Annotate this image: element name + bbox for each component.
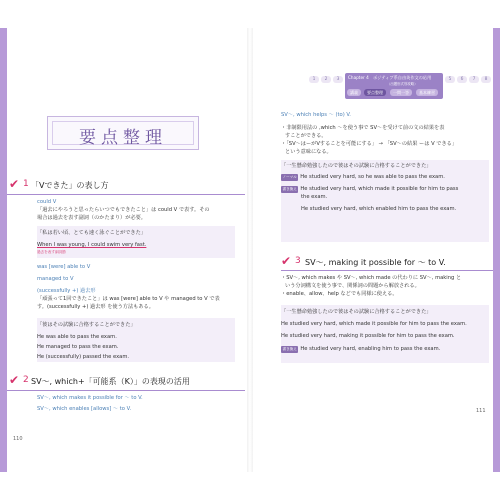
s2-formula2: SV〜, which enables [allows] 〜 to V.: [37, 406, 132, 412]
s1-example-en: When I was young, I could swim very fast.: [37, 242, 147, 248]
s1-formula: could V: [37, 199, 57, 205]
r-example2-en2: He studied very hard, making it possible for him to pass the exam.: [281, 333, 455, 339]
r-example1-en: [281, 174, 445, 181]
s3-bullet1b: いう分詞構文を使う事で、関係詞の問題から解放される。: [285, 283, 420, 289]
section3-heading: SV〜, making it possible for 〜 to V.: [305, 258, 446, 267]
s1-example2-jp: 「彼はその試験に合格することができた」: [37, 322, 136, 328]
s1-expl1: 「過去にやろうと思ったらいつでもできたこと」は could V で表す。その: [37, 207, 210, 213]
right-page-number: 111: [476, 408, 486, 414]
s3-bullet2: ・enable、allow、help などでも同様に使える。: [281, 291, 398, 297]
r-example2-en3: [281, 346, 440, 353]
left-edge-bar: [0, 28, 7, 472]
right-page: [253, 28, 493, 472]
s1-formula4: (successfully +) 過去形: [37, 288, 96, 294]
tab-qa[interactable]: 一問一答: [390, 89, 412, 96]
r-example2-en1: He studied very hard, which made it possible for him to pass the exam.: [281, 321, 467, 327]
r-example2-sentence3: He studied very hard, enabling him to pass the exam.: [300, 346, 441, 352]
r-example1-en2: [281, 186, 458, 193]
r-example1-en3: He studied very hard, which enabled him to pass the exam.: [301, 206, 457, 212]
left-page-number: 110: [13, 436, 23, 442]
section3-number: 3: [295, 256, 301, 266]
r-example1-jp: 「一生懸命勉強したので彼はその試験に合格することができた」: [281, 163, 432, 169]
s1-example2-en1: He was able to pass the exam.: [37, 334, 117, 340]
page-title: 要点整理: [79, 128, 167, 148]
s1-expl4: す。(successfully +) 過去形 を使う方法もある。: [37, 304, 154, 310]
chapter-subtitle: （出題形式別攻略）: [387, 82, 418, 86]
r-bullet1: ・非制限用法の ,which 〜を使う事で SV〜を受けて前の文の結果を表: [281, 125, 445, 131]
section2-rule: [7, 390, 245, 391]
r-example1-box: [281, 160, 489, 242]
s1-example-note: 過去を表す副詞節: [37, 250, 66, 254]
s1-expl3: 「頑張って1回できたこと」は was [were] able to V や managed to V で表: [37, 296, 220, 302]
s3-bullet1: ・SV〜, which makes や SV〜, which made の代わりに SV〜, making と: [281, 275, 462, 281]
section3-header: [281, 256, 491, 268]
section2-header: [9, 375, 239, 387]
section1-heading: 「Vできた」の表し方: [31, 181, 109, 190]
r-bullet2: ・「SV〜はーがVすることを可能にする」 → 「SV〜の結果 ーは V できる」: [281, 141, 458, 147]
check-icon: ✔: [9, 177, 20, 191]
s1-example-jp: 「私は若い頃、とても速く泳ぐことができた」: [37, 230, 146, 236]
rewrite-label: 書き換え: [282, 347, 297, 351]
chapter-nav-7[interactable]: 7: [469, 76, 479, 83]
r-example1-en2b: the exam.: [301, 194, 328, 200]
section1-rule: [7, 194, 245, 195]
s1-formula2: was [were] able to V: [37, 264, 91, 270]
tab-practice[interactable]: 基本練習: [416, 89, 438, 96]
tab-summary[interactable]: 要点整理: [364, 89, 386, 96]
r-bullet2b: という意味になる。: [285, 149, 332, 155]
s1-example2-en3: He (successfully) passed the exam.: [37, 354, 130, 360]
check-icon: ✔: [9, 373, 20, 387]
chapter-nav-6[interactable]: 6: [457, 76, 467, 83]
chapter-title: ポジティブ系自由英作文の応用: [373, 75, 432, 80]
section3-rule: [281, 270, 493, 271]
section1-number: 1: [23, 179, 29, 189]
r-example1-sentence2: He studied very hard, which made it possible for him to pass: [300, 186, 459, 192]
r-bullet1b: すことができる。: [285, 133, 327, 139]
chapter-nav-2[interactable]: 2: [321, 76, 331, 83]
r-example2-jp: 「一生懸命勉強したので彼はその試験に合格することができた」: [281, 309, 432, 315]
s1-formula3: managed to V: [37, 276, 74, 282]
chapter-nav-5[interactable]: 5: [445, 76, 455, 83]
right-edge-bar: [493, 28, 500, 472]
check-icon: ✔: [281, 254, 292, 268]
section1-header: [9, 179, 239, 191]
chapter-label: Chapter 4: [348, 75, 369, 80]
s1-example2-en2: He managed to pass the exam.: [37, 344, 119, 350]
left-page: [7, 28, 247, 472]
chapter-nav-8[interactable]: 8: [481, 76, 491, 83]
chapter-nav-1[interactable]: 1: [309, 76, 319, 83]
normal-label: ノーマル: [282, 175, 297, 179]
top-formula: SV〜, which helps 〜 (to) V.: [281, 112, 351, 118]
tab-lecture[interactable]: 講義: [347, 89, 361, 96]
s1-expl2: 場合は過去を表す副詞（のかたまり）が必要。: [37, 215, 146, 221]
section2-number: 2: [23, 375, 29, 385]
chapter-nav-3[interactable]: 3: [333, 76, 343, 83]
rewrite-label: 書き換え: [282, 187, 297, 191]
section2-heading: SV〜, which+「可能系（K）」の表現の活用: [31, 377, 190, 386]
title-box: [47, 116, 199, 150]
s2-formula1: SV〜, which makes it possible for 〜 to V.: [37, 395, 143, 401]
r-example1-sentence: He studied very hard, so he was able to pass the exam.: [300, 174, 445, 180]
